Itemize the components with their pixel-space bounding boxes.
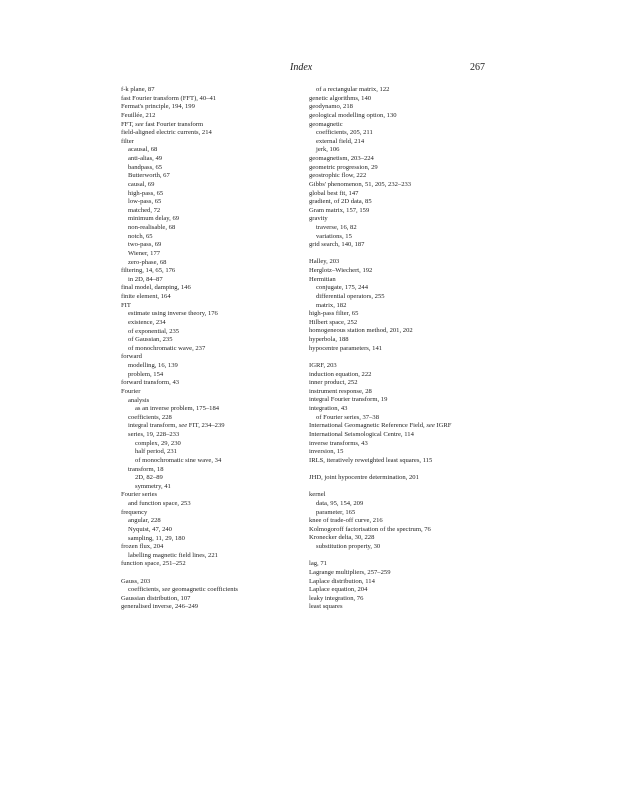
index-entry: grid search, 140, 187 — [309, 241, 365, 249]
index-entry: finite element, 164 — [121, 293, 171, 300]
index-entry: generalised inverse, 246–249 — [121, 603, 199, 611]
index-subentry: acausal, 68 — [128, 146, 158, 154]
index-column-right — [309, 86, 509, 612]
index-subentry: half period, 231 — [135, 448, 177, 456]
index-subentry: coefficients, see geomagnetic coefficients — [128, 586, 238, 594]
index-entry: geostrophic flow, 222 — [309, 172, 367, 180]
index-subentry: matched, 72 — [128, 206, 161, 214]
index-subentry: differential operators, 255 — [316, 292, 385, 300]
index-entry: Lagrange multipliers, 257–259 — [309, 568, 391, 576]
index-entry: global best fit, 147 — [309, 189, 359, 197]
index-entry: FIT — [121, 301, 131, 309]
index-entry: Gram matrix, 157, 159 — [309, 206, 370, 214]
index-subentry: jerk, 106 — [316, 146, 340, 154]
index-subentry: Wiener, 177 — [128, 249, 161, 257]
index-subentry: modelling, 16, 139 — [128, 362, 178, 369]
index-entry: Gaussian distribution, 107 — [121, 594, 191, 602]
index-entry: Fourier series — [121, 491, 158, 499]
index-subentry: as an inverse problem, 175–184 — [135, 405, 220, 413]
index-entry: homogeneous station method, 201, 202 — [309, 327, 413, 335]
index-entry: Kronecker delta, 30, 228 — [309, 534, 375, 542]
index-entry: Hilbert space, 252 — [309, 318, 358, 326]
index-entry: forward transform, 43 — [121, 379, 180, 387]
index-entry: Hermitian — [309, 275, 336, 283]
index-subentry: Butterworth, 67 — [128, 172, 170, 180]
index-entry: filtering, 14, 65, 176 — [121, 267, 176, 275]
index-subentry: bandpass, 65 — [128, 163, 163, 171]
index-entry: IRLS, iteratively reweighted least squares, 115 — [309, 456, 433, 464]
index-subentry: of monochromatic wave, 237 — [128, 344, 206, 352]
index-entry: integral Fourier transform, 19 — [309, 396, 388, 404]
letter-group-gap — [309, 483, 509, 492]
index-subentry: estimate using inverse theory, 176 — [128, 310, 218, 318]
index-subentry: existence, 234 — [128, 318, 166, 326]
index-entry: Herglotz–Wiechert, 192 — [309, 267, 373, 275]
index-subentry: coefficients, 205, 211 — [316, 129, 373, 137]
index-subentry: integral transform, see FIT, 234–239 — [128, 422, 225, 430]
index-subentry: sampling, 11, 29, 180 — [128, 534, 185, 542]
index-entry: f-k plane, 87 — [121, 86, 155, 93]
index-entry: induction equation, 222 — [309, 370, 372, 378]
index-subentry: external field, 214 — [316, 137, 365, 145]
index-subentry: causal, 69 — [128, 180, 155, 188]
index-subentry: two-pass, 69 — [128, 241, 162, 249]
index-entry: International Geomagnetic Reference Field, see IGRF — [309, 422, 452, 430]
index-entry: frequency — [121, 508, 148, 516]
index-entry: gravity — [309, 215, 328, 223]
index-entry: gradient, of 2D data, 85 — [309, 198, 372, 206]
index-entry: inversion, 15 — [309, 448, 344, 456]
index-entry: inverse transforms, 43 — [309, 439, 368, 447]
index-entry: International Seismological Centre, 114 — [309, 430, 414, 438]
index-entry: Fermat's principle, 194, 199 — [121, 103, 195, 111]
index-subentry: in 2D, 84–87 — [128, 275, 163, 283]
index-subentry: angular, 228 — [128, 517, 161, 525]
index-entry: instrument response, 28 — [309, 387, 372, 395]
letter-group-gap — [309, 353, 509, 362]
index-subentry: of a rectangular matrix, 122 — [316, 86, 390, 93]
index-entry: Halley, 203 — [309, 258, 340, 266]
index-subentry: notch, 65 — [128, 232, 153, 240]
index-subentry: low-pass, 65 — [128, 198, 162, 206]
index-subentry: labelling magnetic field lines, 221 — [128, 551, 218, 559]
index-subentry: anti-alias, 49 — [128, 155, 163, 162]
index-entry: hyperbola, 188 — [309, 336, 349, 344]
index-entry: Gauss, 203 — [121, 577, 151, 585]
index-subentry: of exponential, 235 — [128, 327, 180, 335]
index-entry: Laplace distribution, 114 — [309, 577, 375, 585]
index-subentry: series, 19, 228–233 — [128, 431, 180, 438]
index-entry: geomagnetic — [309, 120, 343, 128]
index-entry: IGRF, 203 — [309, 361, 337, 369]
index-subentry: non-realisable, 68 — [128, 224, 176, 231]
index-entry: function space, 251–252 — [121, 560, 186, 568]
index-entry: hypocentre parameters, 141 — [309, 344, 383, 352]
index-entry: frozen flux, 204 — [121, 543, 164, 551]
index-subentry: parameter, 165 — [316, 508, 356, 516]
index-subentry: transform, 18 — [128, 465, 164, 473]
page-number: 267 — [470, 62, 485, 73]
index-subentry: of Gaussian, 235 — [128, 336, 173, 344]
index-entry: Fourier — [121, 387, 141, 395]
index-subentry: and function space, 253 — [128, 500, 191, 507]
index-entry: Laplace equation, 204 — [309, 586, 368, 594]
index-entry: FFT, see fast Fourier transform — [121, 120, 204, 128]
index-subentry: of Fourier series, 37–38 — [316, 413, 379, 421]
index-entry: knee of trade-off curve, 216 — [309, 517, 383, 525]
index-subentry: high-pass, 65 — [128, 189, 164, 197]
index-entry: fast Fourier transform (FFT), 40–41 — [121, 94, 217, 102]
index-subentry: substitution property, 30 — [316, 543, 381, 551]
index-subentry: 2D, 82–89 — [135, 474, 163, 482]
index-entry: geomagnetism, 203–224 — [309, 155, 374, 162]
letter-group-gap — [309, 465, 509, 474]
index-entry: inner product, 252 — [309, 379, 358, 387]
index-entry: Gibbs' phenomenon, 51, 205, 232–233 — [309, 180, 412, 188]
index-subentry: minimum delay, 69 — [128, 215, 180, 223]
index-entry: final model, damping, 146 — [121, 284, 191, 292]
index-entry: geological modelling option, 130 — [309, 111, 397, 119]
index-subentry: zero-phase, 68 — [128, 258, 167, 266]
index-subentry: conjugate, 175, 244 — [316, 284, 369, 292]
letter-group-gap — [309, 250, 509, 259]
index-subentry: data, 95, 154, 209 — [316, 499, 364, 507]
index-entry: field-aligned electric currents, 214 — [121, 129, 212, 137]
index-entry: lag, 71 — [309, 560, 327, 568]
index-subentry: problem, 154 — [128, 370, 164, 378]
index-subentry: of monochromatic sine wave, 34 — [135, 456, 222, 464]
index-entry: Kolmogoroff factorisation of the spectrum, 76 — [309, 525, 431, 533]
index-entry: Feuillée, 212 — [121, 111, 156, 119]
index-entry: JHD, joint hypocentre determination, 201 — [309, 474, 419, 482]
index-entry: integration, 43 — [309, 405, 348, 413]
index-subentry: coefficients, 228 — [128, 413, 172, 421]
page-title: Index — [290, 62, 313, 73]
letter-group-gap — [309, 552, 509, 561]
index-subentry: Nyquist, 47, 240 — [128, 525, 172, 533]
letter-group-gap — [121, 569, 321, 578]
index-entry: filter — [121, 137, 134, 145]
index-subentry: variations, 15 — [316, 232, 352, 240]
page-header — [0, 62, 617, 78]
index-entry: least squares — [309, 603, 343, 611]
index-subentry: analysis — [128, 396, 150, 404]
index-entry: kernel — [309, 491, 326, 499]
index-subentry: traverse, 16, 82 — [316, 224, 357, 231]
index-entry: high-pass filter, 65 — [309, 310, 359, 318]
index-subentry: matrix, 182 — [316, 301, 347, 309]
index-entry: genetic algorithms, 140 — [309, 94, 372, 102]
index-entry: geodynamo, 218 — [309, 103, 353, 111]
index-entry: forward — [121, 353, 142, 361]
index-entry: leaky integration, 76 — [309, 594, 364, 602]
index-subentry: symmetry, 41 — [135, 482, 171, 490]
index-entry: geometric progression, 29 — [309, 163, 378, 171]
index-subentry: complex, 29, 230 — [135, 439, 181, 447]
index-column-left — [121, 86, 321, 612]
